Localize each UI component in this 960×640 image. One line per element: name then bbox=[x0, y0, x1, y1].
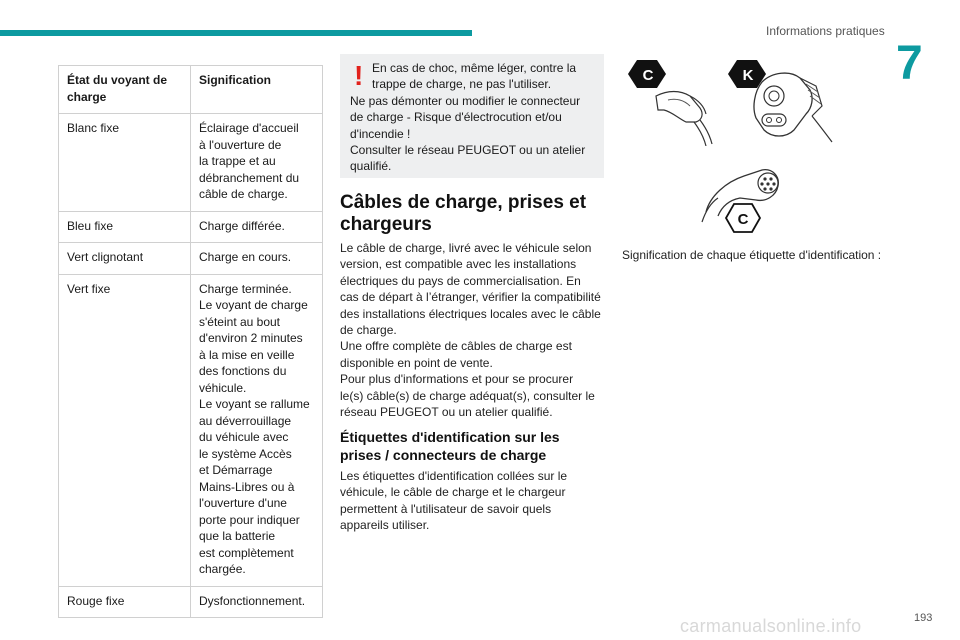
svg-text:K: K bbox=[742, 67, 754, 84]
charge-indicator-table bbox=[58, 65, 323, 618]
table-cell-meaning: Charge différée. bbox=[191, 211, 323, 243]
table-header-row bbox=[59, 66, 323, 114]
warning-line: trappe de charge, ne pas l'utiliser. bbox=[372, 77, 552, 92]
table-row bbox=[59, 211, 323, 243]
cable-line bbox=[812, 116, 832, 142]
combo-plug-icon bbox=[754, 73, 812, 136]
warning-exclamation-icon: ! bbox=[354, 60, 364, 91]
table-cell-state: Rouge fixe bbox=[59, 586, 191, 618]
connector-k-illustration bbox=[728, 56, 838, 148]
table-row bbox=[59, 586, 323, 618]
table-row bbox=[59, 243, 323, 275]
table-cell-meaning: Charge en cours. bbox=[191, 243, 323, 275]
watermark: carmanualsonline.info bbox=[680, 616, 862, 636]
table-cell-meaning: Éclairage d'accueil à l'ouverture de la trappe et au débranchement du câble de charge. bbox=[191, 114, 323, 212]
plug-body-icon bbox=[656, 92, 702, 123]
subsection-title: Étiquettes d'identification sur les prises / connecteurs de charge bbox=[340, 429, 560, 463]
table-header-state: État du voyant de charge bbox=[59, 66, 191, 114]
header-accent-bar bbox=[0, 30, 472, 36]
warning-line: d'incendie ! bbox=[350, 126, 411, 141]
table-cell-state: Vert fixe bbox=[59, 274, 191, 586]
cable-line bbox=[700, 120, 712, 144]
warning-line: qualifié. bbox=[350, 159, 392, 174]
section-paragraph-cables: Le câble de charge, livré avec le véhicule selon version, est compatible avec les installations électriques du pays de commercialisation. En cas de départ à l’étranger, vérifier la compatibilité des installations électriques locales avec le câble de charge. Une offre complète de câbles de charge est disponible en point de vente. Pour plus d'informations et pour se procurer le(s) câble(s) de charge adéquat(s), consulter le réseau PEUGEOT ou un atelier qualifié. bbox=[340, 241, 601, 420]
illustration-caption: Signification de chaque étiquette d'identification : bbox=[622, 248, 882, 262]
chapter-number: 7 bbox=[896, 37, 923, 90]
section-title: Câbles de charge, prises et chargeurs bbox=[340, 192, 587, 235]
table-row bbox=[59, 114, 323, 212]
table-cell-state: Blanc fixe bbox=[59, 114, 191, 212]
table-row bbox=[59, 274, 323, 586]
connector-c-socket-illustration bbox=[696, 166, 788, 236]
warning-line: En cas de choc, même léger, contre la bbox=[372, 61, 577, 75]
warning-line: Ne pas démonter ou modifier le connecteur bbox=[350, 93, 581, 108]
table-cell-state: Vert clignotant bbox=[59, 243, 191, 275]
warning-box bbox=[340, 54, 604, 178]
svg-text:C: C bbox=[737, 211, 749, 228]
svg-text:C: C bbox=[642, 67, 654, 84]
table-header-meaning: Signification bbox=[191, 66, 323, 114]
chapter-header-title: Informations pratiques bbox=[766, 24, 885, 38]
table-cell-meaning: Dysfonctionnement. bbox=[191, 586, 323, 618]
page-number: 193 bbox=[914, 612, 933, 624]
table-cell-meaning: Charge terminée. Le voyant de charge s'éteint au bout d'environ 2 minutes à la mise en veille des fonctions du véhicule. Le voyant se rallume au déverrouillage du véhicule avec le système Accès et Démarrage Mains-Libres ou à l'ouverture d'une porte pour indiquer que la batterie est complètement chargée. bbox=[191, 274, 323, 586]
warning-line: Consulter le réseau PEUGEOT ou un atelier bbox=[350, 143, 586, 158]
table-cell-state: Bleu fixe bbox=[59, 211, 191, 243]
section-paragraph-labels: Les étiquettes d'identification collées sur le véhicule, le câble de charge et le chargeur permettent à l'utilisateur de savoir quels appareils utiliser. bbox=[340, 469, 568, 533]
connector-c-illustration bbox=[628, 56, 724, 146]
warning-line: de charge - Risque d'électrocution et/ou bbox=[350, 110, 562, 125]
